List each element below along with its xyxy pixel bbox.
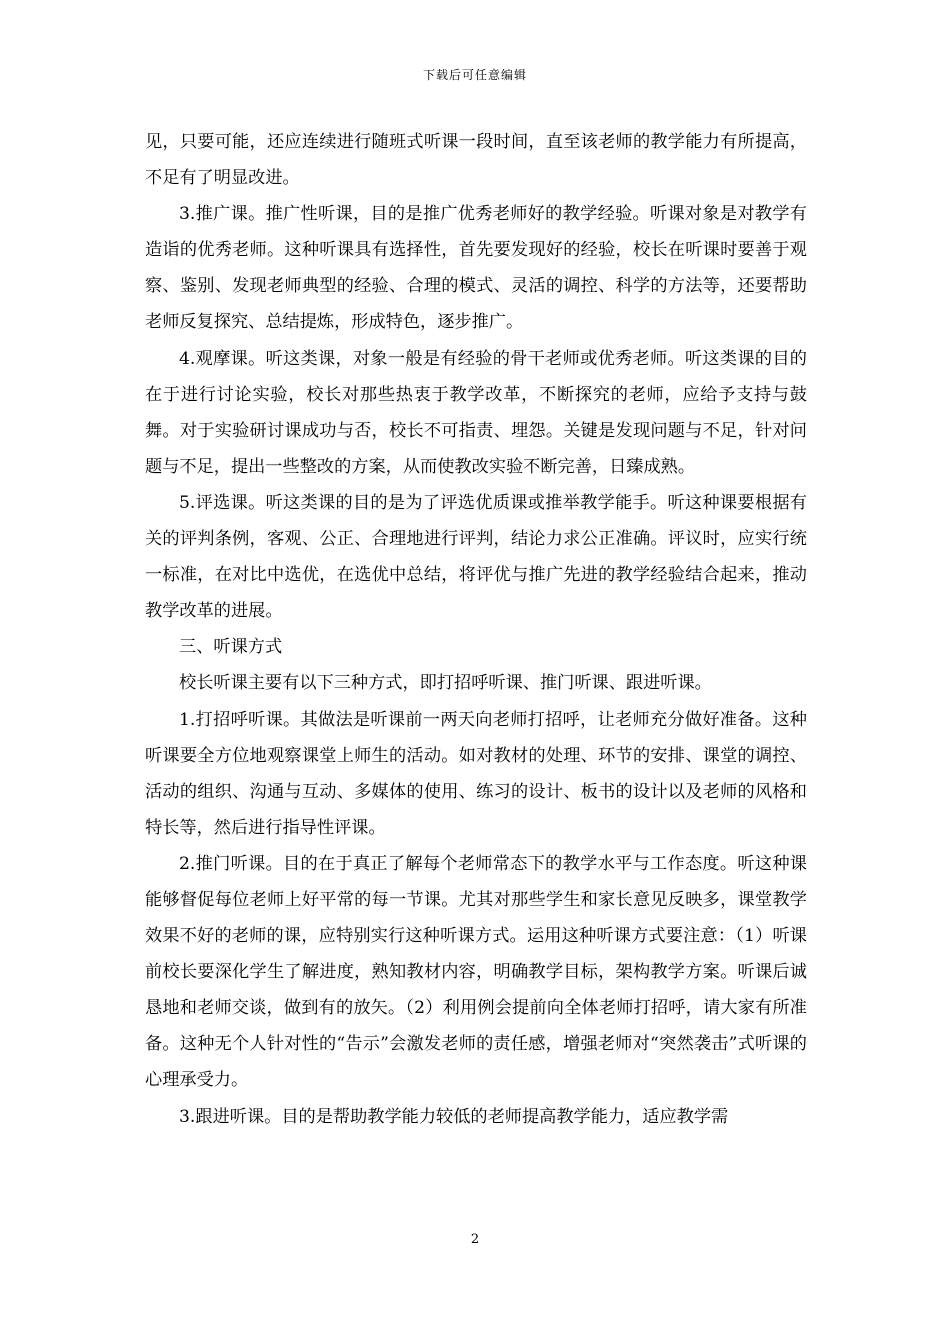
paragraph: 2.推门听课。目的在于真正了解每个老师常态下的教学水平与工作态度。听这种课能够督促每位老师上好平常的每一节课。尤其对那些学生和家长意见反映多，课堂教学效果不好的老师的课，应特别实行这种听课方式。运用这种听课方式要注意：（1）听课前校长要深化学生了解进度，熟知教材内容，明确教学目标，架构教学方案。听课后诚恳地和老师交谈，做到有的放矢。（2）利用例会提前向全体老师打招呼，请大家有所准备。这种无个人针对性的“告示”会激发老师的责任感，增强老师对“突然袭击”式听课的心理承受力。 — [145, 853, 807, 1091]
paragraph: 见，只要可能，还应连续进行随班式听课一段时间，直至该老师的教学能力有所提高，不足有了明显改进。 — [145, 132, 807, 189]
paragraph: 1.打招呼听课。其做法是听课前一两天向老师打招呼，让老师充分做好准备。这种听课要全方位地观察课堂上师生的活动。如对教材的处理、环节的安排、课堂的调控、活动的组织、沟通与互动、多媒体的使用、练习的设计、板书的设计以及老师的风格和特长等，然后进行指导性评课。 — [145, 709, 807, 838]
section-heading: 三、听课方式 — [179, 637, 283, 658]
paragraph: 4.观摩课。听这类课，对象一般是有经验的骨干老师或优秀老师。听这类课的目的在于进行讨论实验，校长对那些热衷于教学改革，不断探究的老师，应给予支持与鼓舞。对于实验研讨课成功与否，校长不可指责、埋怨。关键是发现问题与不足，针对问题与不足，提出一些整改的方案，从而使教改实验不断完善，日臻成熟。 — [145, 348, 807, 477]
paragraph: 3.推广课。推广性听课，目的是推广优秀老师好的教学经验。听课对象是对教学有造诣的优秀老师。这种听课具有选择性，首先要发现好的经验，校长在听课时要善于观察、鉴别、发现老师典型的经验、合理的模式、灵活的调控、科学的方法等，还要帮助老师反复探究、总结提炼，形成特色，逐步推广。 — [145, 204, 807, 333]
paragraph: 3.跟进听课。目的是帮助教学能力较低的老师提高教学能力，适应教学需 — [179, 1106, 729, 1127]
page-header: 下载后可任意编辑 — [422, 68, 527, 82]
document-body — [145, 124, 807, 1135]
paragraph: 校长听课主要有以下三种方式，即打招呼听课、推门听课、跟进听课。 — [179, 673, 712, 694]
page-number: 2 — [470, 1232, 480, 1247]
paragraph: 5.评选课。听这类课的目的是为了评选优质课或推举教学能手。听这种课要根据有关的评判条例，客观、公正、合理地进行评判，结论力求公正准确。评议时，应实行统一标准，在对比中选优，在选优中总结，将评优与推广先进的教学经验结合起来，推动教学改革的进展。 — [145, 492, 807, 622]
